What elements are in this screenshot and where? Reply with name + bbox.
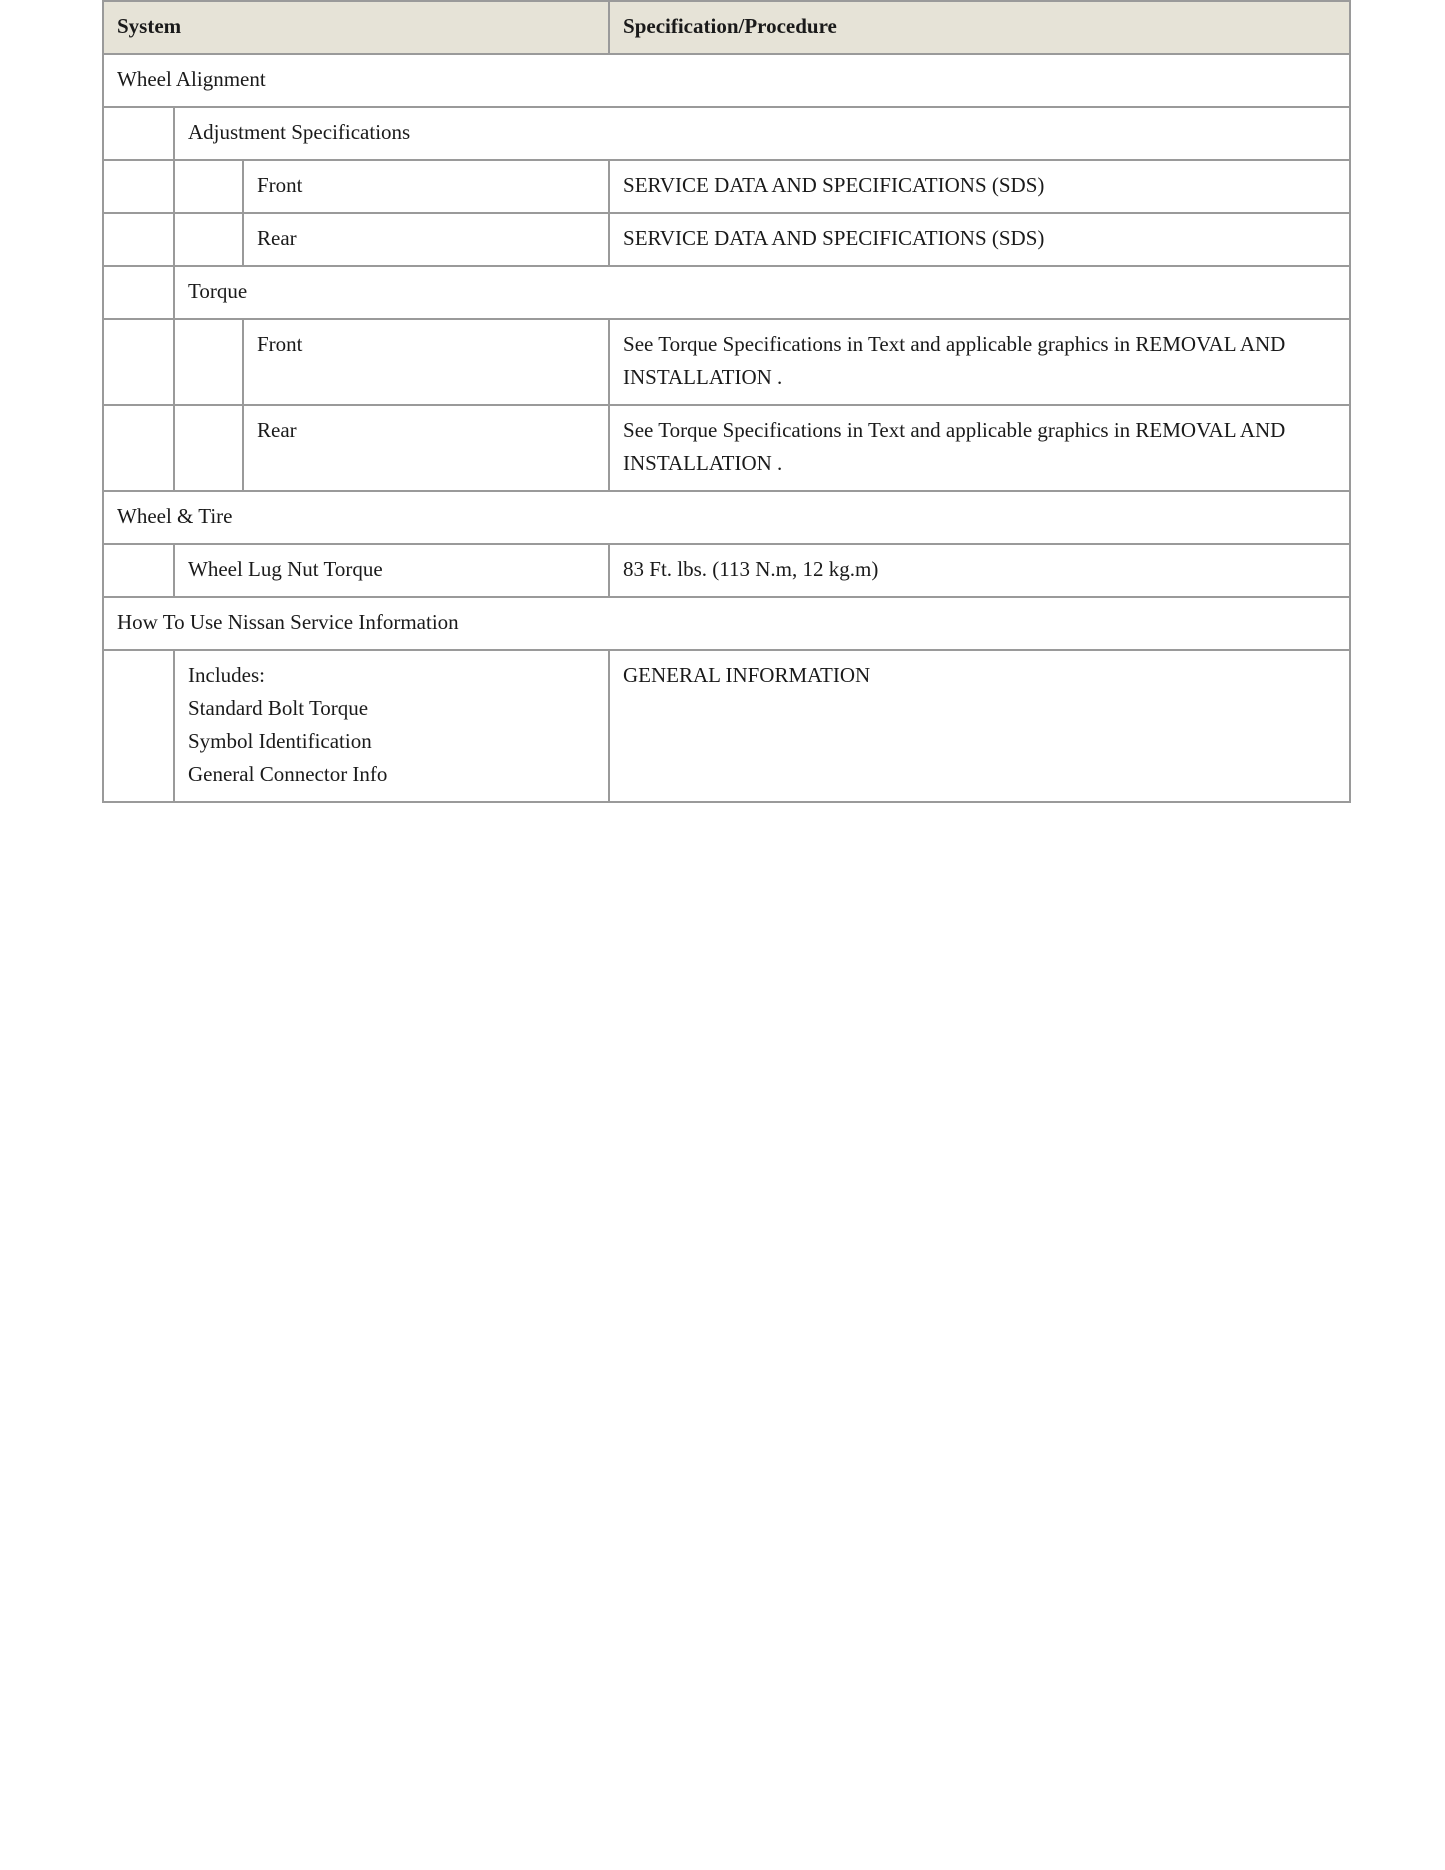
includes-item: Symbol Identification [188, 729, 372, 753]
adjustment-rear-label: Rear [243, 213, 609, 266]
indent-cell [174, 405, 243, 491]
column-header-spec: Specification/Procedure [609, 1, 1350, 54]
lug-nut-torque-label: Wheel Lug Nut Torque [174, 544, 609, 597]
indent-cell [103, 266, 174, 319]
table-row [103, 213, 1350, 266]
section-wheel-alignment: Wheel Alignment [103, 54, 1350, 107]
includes-list [174, 650, 609, 802]
section-how-to-use: How To Use Nissan Service Information [103, 597, 1350, 650]
table-row [103, 266, 1350, 319]
torque-front-value: See Torque Specifications in Text and applicable graphics in REMOVAL AND INSTALLATION . [609, 319, 1350, 405]
general-information-value: GENERAL INFORMATION [609, 650, 1350, 802]
includes-item: Standard Bolt Torque [188, 696, 369, 720]
adjustment-rear-value: SERVICE DATA AND SPECIFICATIONS (SDS) [609, 213, 1350, 266]
subsection-adjustment-specifications: Adjustment Specifications [174, 107, 1350, 160]
table-header-row [103, 1, 1350, 54]
table-row [103, 160, 1350, 213]
torque-front-label: Front [243, 319, 609, 405]
indent-cell [174, 160, 243, 213]
table-row [103, 650, 1350, 802]
section-wheel-tire: Wheel & Tire [103, 491, 1350, 544]
adjustment-front-label: Front [243, 160, 609, 213]
subsection-torque: Torque [174, 266, 1350, 319]
indent-cell [103, 107, 174, 160]
indent-cell [103, 405, 174, 491]
table-row [103, 405, 1350, 491]
table-row [103, 544, 1350, 597]
table-row [103, 319, 1350, 405]
table-row [103, 107, 1350, 160]
includes-heading: Includes: [188, 663, 265, 687]
table-row [103, 491, 1350, 544]
includes-item: General Connector Info [188, 762, 388, 786]
indent-cell [103, 544, 174, 597]
torque-rear-value: See Torque Specifications in Text and applicable graphics in REMOVAL AND INSTALLATION . [609, 405, 1350, 491]
table-row [103, 597, 1350, 650]
torque-rear-label: Rear [243, 405, 609, 491]
indent-cell [103, 650, 174, 802]
lug-nut-torque-value: 83 Ft. lbs. (113 N.m, 12 kg.m) [609, 544, 1350, 597]
column-header-system: System [103, 1, 609, 54]
table-row [103, 54, 1350, 107]
indent-cell [174, 319, 243, 405]
indent-cell [103, 319, 174, 405]
adjustment-front-value: SERVICE DATA AND SPECIFICATIONS (SDS) [609, 160, 1350, 213]
indent-cell [103, 160, 174, 213]
indent-cell [174, 213, 243, 266]
specification-table [102, 0, 1351, 803]
indent-cell [103, 213, 174, 266]
